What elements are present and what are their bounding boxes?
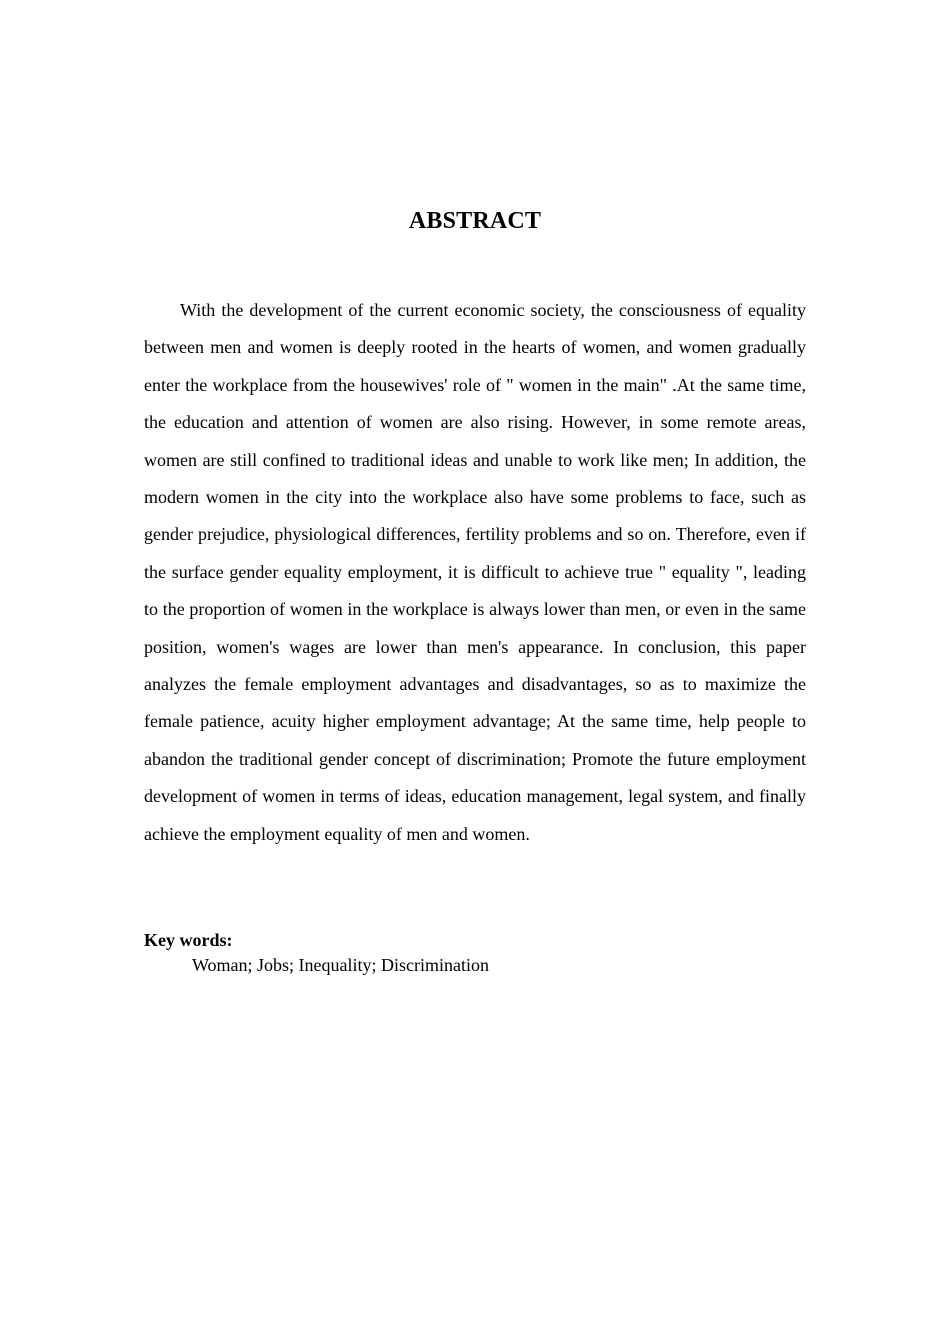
abstract-body: With the development of the current economic society, the consciousness of equality between men and women is deeply rooted in the hearts of women, and women gradually enter the workplace from the housewives' role of " women in the main" .At the same time, the education and attention of women are also rising. However, in some remote areas, women are still confined to traditional ideas and unable to work like men; In addition, the modern women in the city into the workplace also have some problems to face, such as gender prejudice, physiological differences, fertility problems and so on. Therefore, even if the surface gender equality employment, it is difficult to achieve true " equality ", leading to the proportion of women in the workplace is always lower than men, or even in the same position, women's wages are lower than men's appearance. In conclusion, this paper analyzes the female employment advantages and disadvantages, so as to maximize the female patience, acuity higher employment advantage; At the same time, help people to abandon the traditional gender concept of discrimination; Promote the future employment development of women in terms of ideas, education management, legal system, and finally achieve the employment equality of men and women. [144, 300, 806, 844]
keywords-label: Key words: [144, 930, 233, 950]
abstract-title: ABSTRACT [408, 208, 542, 234]
keywords-list: Woman; Jobs; Inequality; Discrimination [192, 955, 490, 975]
